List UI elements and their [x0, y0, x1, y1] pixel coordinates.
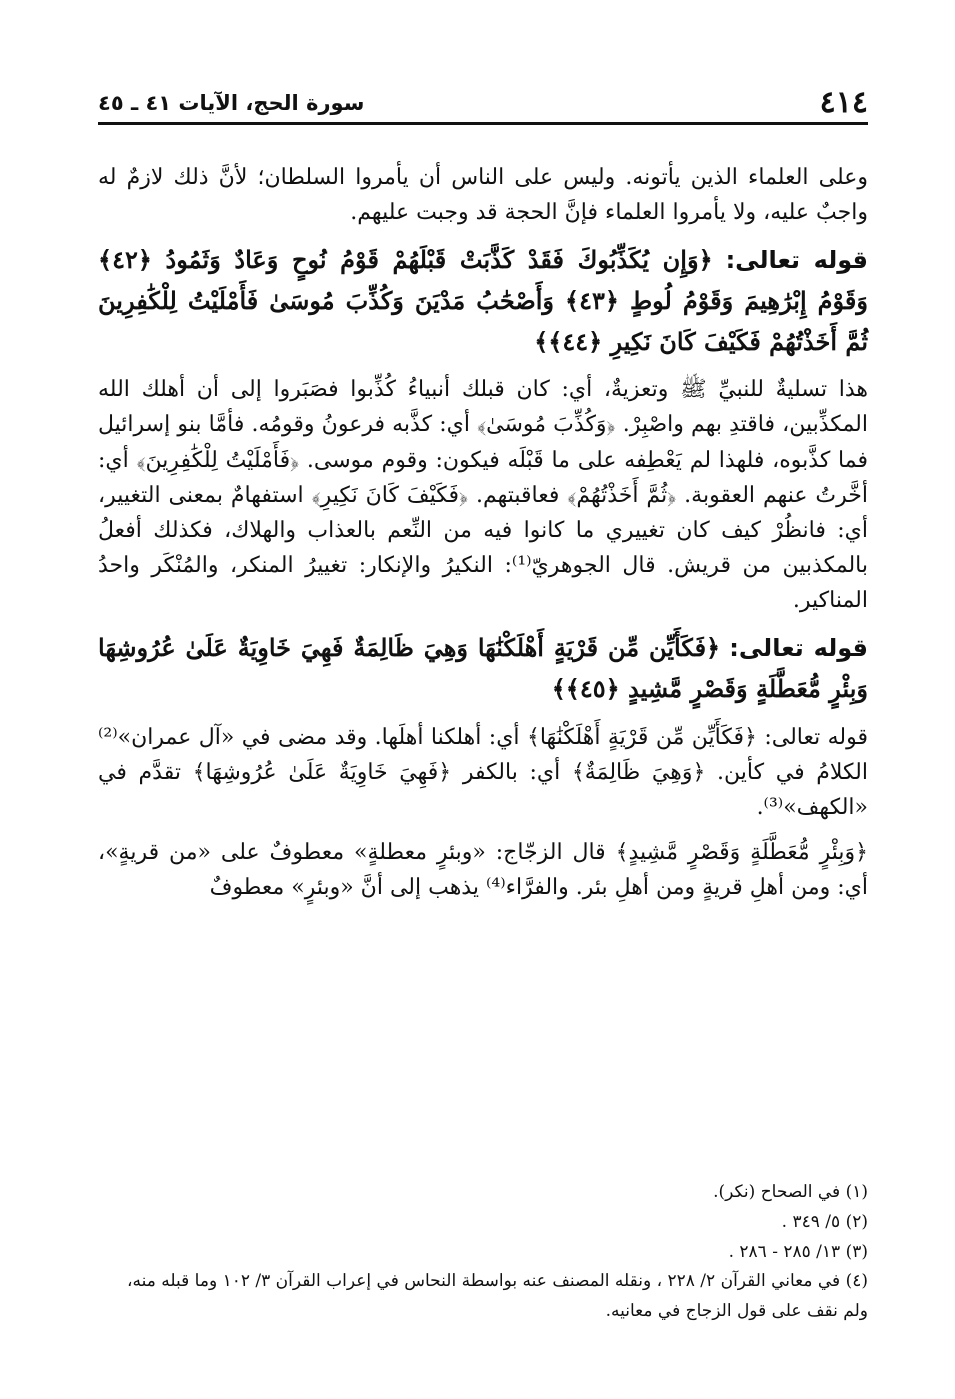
- quran-verse-1: ﴿وَإِن يُكَذِّبُوكَ فَقَدْ كَذَّبَتْ قَبْلَهُمْ قَوْمُ نُوحٍ وَعَادٌ وَثَمُودُ ﴿٤٢﴾ وَقَوْمُ إِبْرَٰهِيمَ وَقَوْمُ لُوطٍ ﴿٤٣﴾ وَأَصْحَٰبُ مَدْيَنَ وَكُذِّبَ مُوسَىٰ فَأَمْلَيْتُ لِلْكَٰفِرِينَ ثُمَّ أَخَذْتُهُمْ فَكَيْفَ كَانَ نَكِيرِ ﴿٤٤﴾﴾: [98, 245, 868, 356]
- footnote-2: (٢) ٥/ ٣٤٩ .: [781, 1211, 868, 1232]
- paragraph-3: قوله تعالى: ﴿فَكَأَيِّن مِّن قَرْيَةٍ أَهْلَكْنَٰهَا﴾ أي: أهلكنا أهلَها. وقد مضى في «آل عمران»⁽²⁾ الكلامُ في كأين. ﴿وَهِيَ ظَالِمَةٌ﴾ أي: بالكفر ﴿فَهِيَ خَاوِيَةٌ عَلَىٰ عُرُوشِهَا﴾ تقدَّم في «الكهف»⁽³⁾.: [98, 724, 868, 821]
- running-title: سورة الحج، الآيات ٤١ ـ ٤٥: [98, 91, 365, 115]
- page-body: [98, 160, 868, 916]
- verse-label-2: قوله تعالى:: [729, 634, 868, 663]
- footnotes: [98, 1178, 868, 1327]
- paragraph-4: ﴿وَبِئْرٍ مُّعَطَّلَةٍ وَقَصْرٍ مَّشِيدٍ﴾ قال الزجّاج: «وبئرٍ معطلةٍ» معطوفٌ على «من قريةٍ»، أي: ومن أهلِ قريةٍ ومن أهلِ بئر. والفرَّاء⁽⁴⁾ يذهب إلى أنَّ «وبئرٍ» معطوفٌ: [98, 840, 868, 901]
- paragraph-1: وعلى العلماء الذين يأتونه. وليس على الناس أن يأمروا السلطان؛ لأنَّ ذلك لازمٌ له واجبٌ عليه، ولا يأمروا العلماء فإنَّ الحجة قد وجبت عليهم.: [98, 165, 868, 226]
- paragraph-2: هذا تسليةٌ للنبيِّ ﷺ وتعزيةٌ، أي: كان قبلك أنبياءُ كُذِّبوا فصَبَروا إلى أن أهلك الله المكذِّبين، فاقتدِ بهم واصْبِرْ. ﴿وَكُذِّبَ مُوسَىٰ﴾ أي: كذَّبه فرعونُ وقومُه. فأمَّا بنو إسرائيل فما كذَّبوه، فلهذا لم يَعْطِفه على ما قَبْلَه فيكون: وقوم موسى. ﴿فَأَمْلَيْتُ لِلْكَٰفِرِينَ﴾ أي: أخَّرتُ عنهم العقوبة. ﴿ثُمَّ أَخَذْتُهُمْ﴾ فعاقبتهم. ﴿فَكَيْفَ كَانَ نَكِيرِ﴾ استفهامٌ بمعنى التغيير، أي: فانظُرْ كيف كان تغييري ما كانوا فيه من النِّعم بالعذاب والهلاك، فكذلك أفعلُ بالمكذبين من قريش. قال الجوهريّ⁽¹⁾: النكيرُ والإنكار: تغييرُ المنكر، والمُنْكَر واحدُ المناكير.: [98, 377, 868, 614]
- quran-verse-2: ﴿فَكَأَيِّن مِّن قَرْيَةٍ أَهْلَكْنَٰهَا وَهِيَ ظَالِمَةٌ فَهِيَ خَاوِيَةٌ عَلَىٰ عُرُوشِهَا وَبِئْرٍ مُّعَطَّلَةٍ وَقَصْرٍ مَّشِيدٍ ﴿٤٥﴾﴾: [98, 633, 868, 704]
- verse-label-1: قوله تعالى:: [725, 246, 868, 275]
- footnote-1: (١) في الصحاح (نكر).: [713, 1182, 868, 1202]
- footnote-4: (٤) في معاني القرآن ٢/ ٢٢٨ ، ونقله المصنف عنه بواسطة النحاس في إعراب القرآن ٣/ ١٠٢ وما قبله منه، ولم نقف على قول الزجاج في معانيه.: [127, 1271, 868, 1321]
- verse-block-1: [98, 240, 868, 362]
- footnote-3: (٣) ١٣/ ٢٨٥ - ٢٨٦ .: [728, 1241, 868, 1262]
- page-number: ٤١٤: [819, 85, 868, 120]
- page-header: [98, 78, 868, 125]
- verse-block-2: [98, 628, 868, 709]
